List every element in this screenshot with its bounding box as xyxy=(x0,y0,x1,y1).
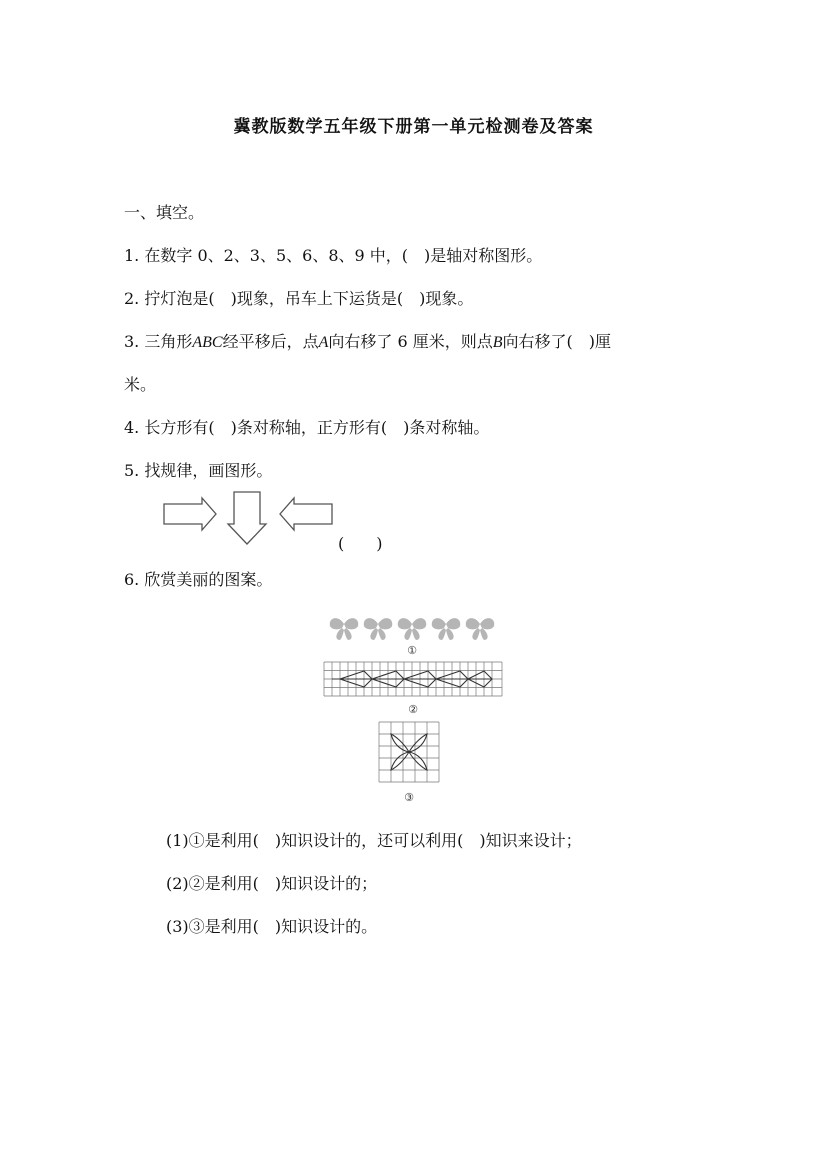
butterfly-shape xyxy=(432,618,461,640)
butterfly-shape xyxy=(330,618,359,640)
butterfly-shape xyxy=(398,618,427,640)
question-1: 1. 在数字 0、2、3、5、6、8、9 中，( )是轴对称图形。 xyxy=(124,246,543,265)
arrow-left-shape xyxy=(280,498,332,530)
section-heading: 一、填空。 xyxy=(124,203,205,222)
figure-2-label: ② xyxy=(408,703,418,716)
q3-point-b: B xyxy=(492,334,503,351)
butterfly-shape xyxy=(466,618,495,640)
arrow-down-shape xyxy=(228,492,266,544)
question-3 xyxy=(124,329,611,352)
arrow-right-shape xyxy=(164,498,216,530)
butterfly-row-figure xyxy=(327,612,497,658)
q3-triangle-name: ABC xyxy=(192,334,223,351)
figure-3-label: ③ xyxy=(404,791,414,804)
question-6: 6. 欣赏美丽的图案。 xyxy=(124,570,273,589)
q3-point-a: A xyxy=(318,334,329,351)
question-5: 5. 找规律，画图形。 xyxy=(124,461,273,480)
q3-text-c: 向右移了 6 厘米，则点 xyxy=(328,332,493,351)
figure-1-label: ① xyxy=(407,644,417,657)
grid-strip-figure xyxy=(322,660,506,718)
q5-answer-blank: ( ) xyxy=(338,534,383,553)
flower-grid-figure xyxy=(376,718,446,808)
page-title: 冀教版数学五年级下册第一单元检测卷及答案 xyxy=(233,117,594,137)
q3-text-b: 经平移后，点 xyxy=(222,332,319,351)
q3-text-d: 向右移了( )厘 xyxy=(502,332,612,351)
question-4: 4. 长方形有( )条对称轴，正方形有( )条对称轴。 xyxy=(124,418,490,437)
question-6-sub-3: (3)③是利用( )知识设计的。 xyxy=(166,917,378,936)
arrow-pattern-figure xyxy=(160,490,340,550)
flower-pattern xyxy=(391,734,427,770)
question-2: 2. 拧灯泡是( )现象，吊车上下运货是( )现象。 xyxy=(124,289,474,308)
question-3-continued: 米。 xyxy=(124,375,157,394)
butterfly-shape xyxy=(364,618,393,640)
q3-text-a: 3. 三角形 xyxy=(124,332,193,351)
question-6-sub-1: (1)①是利用( )知识设计的，还可以利用( )知识来设计； xyxy=(166,831,582,850)
question-6-sub-2: (2)②是利用( )知识设计的； xyxy=(166,874,378,893)
